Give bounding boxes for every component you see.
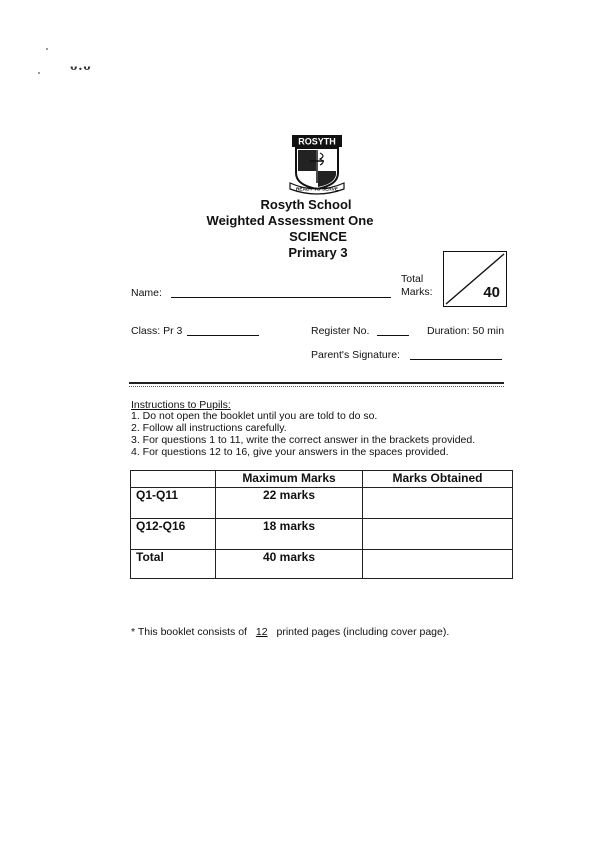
max-marks-cell: 22 marks (216, 488, 363, 519)
table-row (131, 550, 513, 579)
section-cell: Total (131, 550, 216, 579)
instructions-title: Instructions to Pupils: (131, 399, 231, 411)
parent-signature-label: Parent's Signature: (311, 349, 400, 361)
scan-speck (38, 72, 40, 74)
school-crest-logo (288, 133, 346, 195)
crest-banner-top: ROSYTH (298, 136, 336, 147)
max-marks-cell: 18 marks (216, 519, 363, 550)
divider-line-thin (129, 386, 504, 387)
marks-obtained-cell[interactable] (363, 488, 513, 519)
table-row (131, 488, 513, 519)
max-marks-cell: 40 marks (216, 550, 363, 579)
parent-signature-field[interactable] (410, 359, 502, 360)
level-title: Primary 3 (288, 245, 348, 260)
school-name: Rosyth School (260, 197, 352, 212)
register-field[interactable] (377, 335, 409, 336)
page-count-suffix: printed pages (including cover page). (276, 626, 450, 638)
name-field[interactable] (171, 297, 391, 298)
section-cell: Q12-Q16 (131, 519, 216, 550)
subject-title: SCIENCE (289, 229, 347, 244)
assessment-title: Weighted Assessment One (206, 213, 374, 228)
table-row (131, 519, 513, 550)
class-label: Class: Pr 3 (131, 325, 183, 337)
page-count-note (131, 626, 449, 638)
table-header (131, 471, 216, 488)
divider-line (129, 382, 504, 384)
marks-obtained-cell[interactable] (363, 550, 513, 579)
table-header: Maximum Marks (216, 471, 363, 488)
instruction-item: 1. Do not open the booklet until you are told to do so. (131, 410, 378, 422)
class-field[interactable] (187, 335, 259, 336)
total-marks-value: 40 (483, 284, 500, 301)
instruction-item: 2. Follow all instructions carefully. (131, 422, 287, 434)
marks-label: Marks: (401, 286, 433, 298)
duration-label: Duration: 50 min (427, 325, 505, 337)
section-cell: Q1-Q11 (131, 488, 216, 519)
total-marks-box (443, 251, 507, 307)
name-label: Name: (131, 287, 162, 299)
table-header: Marks Obtained (363, 471, 513, 488)
register-label: Register No. (311, 325, 370, 337)
page-count-value: 12 (255, 626, 268, 638)
corner-mark: ᴗ.ᴗ (70, 58, 92, 74)
marks-table (130, 470, 513, 579)
instruction-item: 3. For questions 1 to 11, write the correct answer in the brackets provided. (131, 434, 476, 446)
table-header-row (131, 471, 513, 488)
instruction-item: 4. For questions 12 to 16, give your answers in the spaces provided. (131, 446, 449, 458)
crest-banner-bottom: READY TO SERVE (295, 187, 339, 193)
marks-obtained-cell[interactable] (363, 519, 513, 550)
page-count-prefix: * This booklet consists of (131, 626, 247, 638)
scan-speck (46, 48, 48, 50)
total-label: Total (401, 273, 424, 285)
